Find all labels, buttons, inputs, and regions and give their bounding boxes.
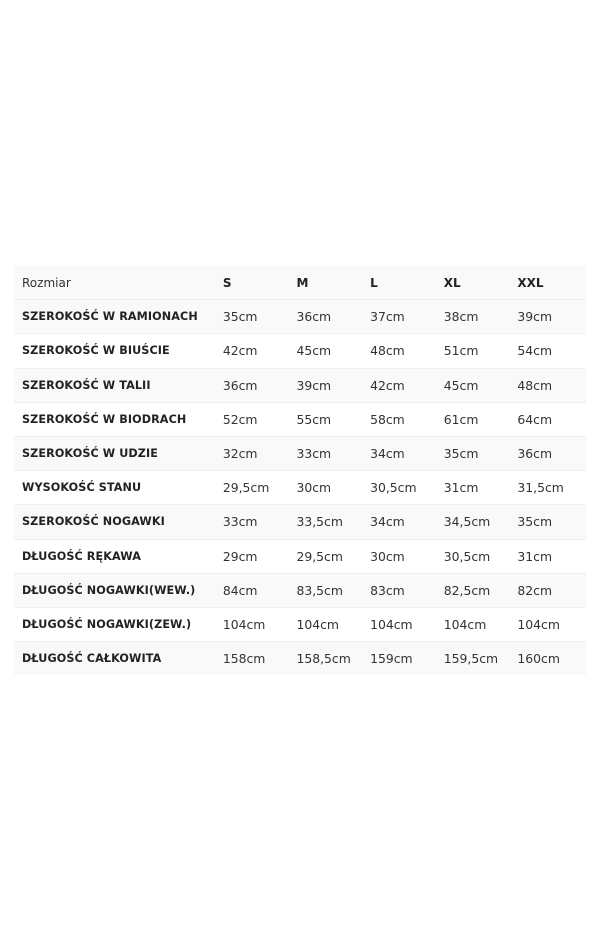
header-size-m: M — [296, 266, 370, 300]
measurement-value-s: 32cm — [223, 436, 297, 470]
measurement-value-xxl: 64cm — [517, 402, 586, 436]
measurement-value-s: 42cm — [223, 334, 297, 368]
measurement-value-xl: 31cm — [444, 471, 518, 505]
measurement-value-l: 104cm — [370, 607, 444, 641]
measurement-value-l: 42cm — [370, 368, 444, 402]
measurement-value-s: 29,5cm — [223, 471, 297, 505]
table-row — [14, 539, 586, 573]
table-row — [14, 368, 586, 402]
table-row — [14, 573, 586, 607]
measurement-value-xxl: 39cm — [517, 300, 586, 334]
measurement-value-m: 158,5cm — [296, 642, 370, 676]
measurement-label: DŁUGOŚĆ CAŁKOWITA — [14, 642, 223, 676]
measurement-value-xl: 45cm — [444, 368, 518, 402]
measurement-value-xxl: 48cm — [517, 368, 586, 402]
measurement-value-xl: 34,5cm — [444, 505, 518, 539]
measurement-value-xxl: 35cm — [517, 505, 586, 539]
measurement-value-xl: 38cm — [444, 300, 518, 334]
measurement-value-s: 84cm — [223, 573, 297, 607]
measurement-value-s: 36cm — [223, 368, 297, 402]
measurement-value-xxl: 31,5cm — [517, 471, 586, 505]
measurement-label: SZEROKOŚĆ NOGAWKI — [14, 505, 223, 539]
measurement-value-l: 58cm — [370, 402, 444, 436]
measurement-value-l: 34cm — [370, 505, 444, 539]
table-row — [14, 505, 586, 539]
measurement-value-xl: 51cm — [444, 334, 518, 368]
measurement-label: SZEROKOŚĆ W BIUŚCIE — [14, 334, 223, 368]
measurement-value-s: 52cm — [223, 402, 297, 436]
measurement-value-m: 39cm — [296, 368, 370, 402]
measurement-value-m: 55cm — [296, 402, 370, 436]
measurement-value-m: 83,5cm — [296, 573, 370, 607]
table-row — [14, 436, 586, 470]
measurement-value-m: 45cm — [296, 334, 370, 368]
measurement-label: SZEROKOŚĆ W BIODRACH — [14, 402, 223, 436]
measurement-value-s: 35cm — [223, 300, 297, 334]
measurement-value-m: 29,5cm — [296, 539, 370, 573]
measurement-value-xxl: 36cm — [517, 436, 586, 470]
table-row — [14, 642, 586, 676]
table-row — [14, 300, 586, 334]
measurement-label: DŁUGOŚĆ NOGAWKI(ZEW.) — [14, 607, 223, 641]
measurement-value-m: 104cm — [296, 607, 370, 641]
header-size-s: S — [223, 266, 297, 300]
size-table — [14, 266, 586, 675]
table-body — [14, 300, 586, 676]
measurement-value-m: 30cm — [296, 471, 370, 505]
measurement-value-xl: 82,5cm — [444, 573, 518, 607]
measurement-value-l: 159cm — [370, 642, 444, 676]
measurement-label: DŁUGOŚĆ NOGAWKI(WEW.) — [14, 573, 223, 607]
measurement-value-m: 36cm — [296, 300, 370, 334]
measurement-value-s: 104cm — [223, 607, 297, 641]
table-row — [14, 334, 586, 368]
measurement-value-xxl: 82cm — [517, 573, 586, 607]
measurement-value-m: 33cm — [296, 436, 370, 470]
table-row — [14, 471, 586, 505]
measurement-value-xl: 104cm — [444, 607, 518, 641]
header-size-label: Rozmiar — [14, 266, 223, 300]
measurement-value-xl: 61cm — [444, 402, 518, 436]
measurement-value-l: 48cm — [370, 334, 444, 368]
measurement-label: SZEROKOŚĆ W RAMIONACH — [14, 300, 223, 334]
table-header-row — [14, 266, 586, 300]
measurement-label: DŁUGOŚĆ RĘKAWA — [14, 539, 223, 573]
measurement-value-xl: 159,5cm — [444, 642, 518, 676]
measurement-label: WYSOKOŚĆ STANU — [14, 471, 223, 505]
measurement-value-xxl: 104cm — [517, 607, 586, 641]
measurement-value-m: 33,5cm — [296, 505, 370, 539]
measurement-value-xl: 30,5cm — [444, 539, 518, 573]
measurement-value-l: 34cm — [370, 436, 444, 470]
measurement-value-xxl: 31cm — [517, 539, 586, 573]
measurement-value-l: 37cm — [370, 300, 444, 334]
header-size-xl: XL — [444, 266, 518, 300]
header-size-l: L — [370, 266, 444, 300]
measurement-label: SZEROKOŚĆ W TALII — [14, 368, 223, 402]
measurement-value-xxl: 160cm — [517, 642, 586, 676]
measurement-value-xl: 35cm — [444, 436, 518, 470]
measurement-value-s: 29cm — [223, 539, 297, 573]
table-row — [14, 402, 586, 436]
measurement-value-xxl: 54cm — [517, 334, 586, 368]
measurement-value-l: 30cm — [370, 539, 444, 573]
header-size-xxl: XXL — [517, 266, 586, 300]
measurement-value-s: 33cm — [223, 505, 297, 539]
measurement-value-s: 158cm — [223, 642, 297, 676]
measurement-value-l: 83cm — [370, 573, 444, 607]
table-row — [14, 607, 586, 641]
measurement-value-l: 30,5cm — [370, 471, 444, 505]
measurement-label: SZEROKOŚĆ W UDZIE — [14, 436, 223, 470]
